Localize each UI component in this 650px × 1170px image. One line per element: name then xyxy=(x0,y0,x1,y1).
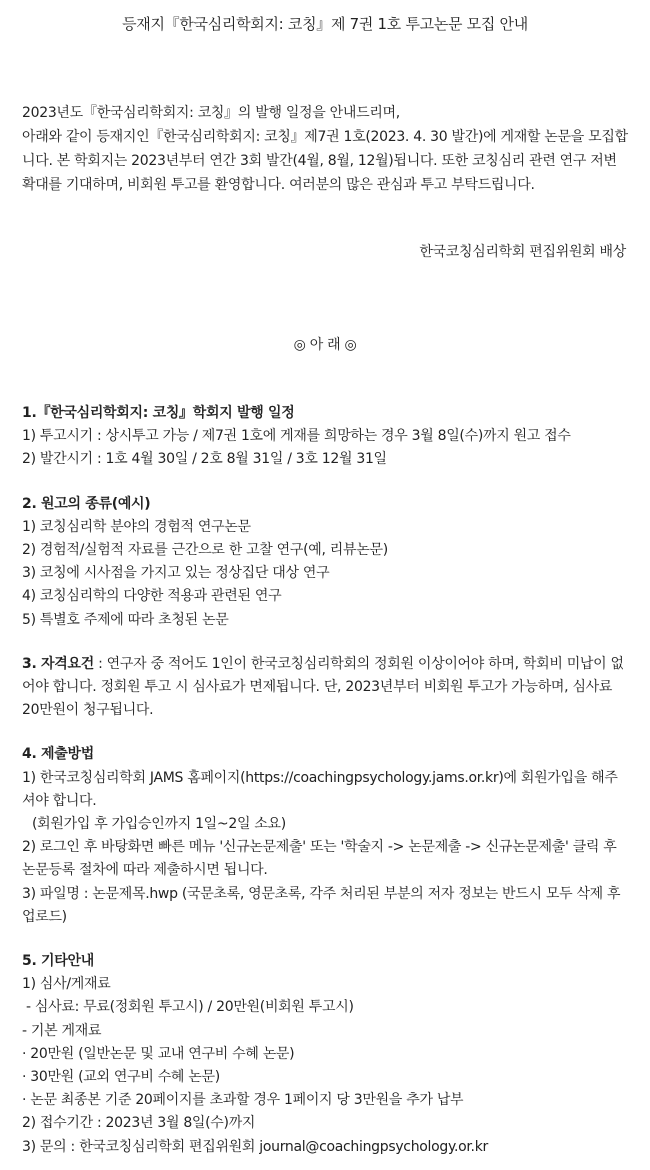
section-manuscript-types xyxy=(22,493,628,632)
intro-paragraph xyxy=(22,101,628,197)
list-item: · 30만원 (교외 연구비 수혜 논문) xyxy=(22,1069,220,1086)
eligibility-paragraph xyxy=(22,653,628,723)
list-item: · 20만원 (일반논문 및 교내 연구비 수혜 논문) xyxy=(22,1045,295,1062)
ara-heading: ◎ 아 래 ◎ xyxy=(293,337,357,353)
section-publication-schedule xyxy=(22,402,628,472)
intro-line-1: 2023년도『한국심리학회지: 코칭』의 발행 일정을 안내드리며, xyxy=(22,105,400,121)
section-submission-method xyxy=(22,743,628,929)
intro-line-2: 아래와 같이 등재지인『한국심리학회지: 코칭』제7권 1호(2023. 4. 30 발간)에 게재할 논문을 모집합니다. 본 학회지는 2023년부터 연간 3회 발간(4월, 8월, 12월)됩니다. 또한 코칭심리 관련 연구 저변 확대를 기대하며, 비회원 투고를 환영합니다. 여러분의 많은 관심과 투고 부탁드립니다. xyxy=(22,129,628,193)
page-title: 등재지『한국심리학회지: 코칭』제 7권 1호 투고논문 모집 안내 xyxy=(122,15,528,33)
list-item-note: (회원가입 후 가입승인까지 1일~2일 소요) xyxy=(32,816,286,833)
section-other-info xyxy=(22,950,628,1159)
list-item: - 기본 게재료 xyxy=(22,1022,102,1039)
list-item: 2) 발간시기 : 1호 4월 30일 / 2호 8월 31일 / 3호 12월 31일 xyxy=(22,451,387,468)
section-1-heading: 1.『한국심리학회지: 코칭』학회지 발행 일정 xyxy=(22,405,295,421)
list-item: 2) 경험적/실험적 자료를 근간으로 한 고찰 연구(예, 리뷰논문) xyxy=(22,542,388,559)
list-item: 2) 접수기간 : 2023년 3월 8일(수)까지 xyxy=(22,1115,256,1132)
section-5-heading: 5. 기타안내 xyxy=(22,953,94,970)
list-item: · 논문 최종본 기준 20페이지를 초과할 경우 1페이지 당 3만원을 추가 납부 xyxy=(22,1092,464,1109)
list-item: 1) 심사/게재료 xyxy=(22,976,111,993)
list-item-sub: - 심사료: 무료(정회원 투고시) / 20만원(비회원 투고시) xyxy=(26,999,354,1016)
list-item: 5) 특별호 주제에 따라 초청된 논문 xyxy=(22,611,229,628)
contact-line: 3) 문의 : 한국코칭심리학회 편집위원회 journal@coachingpsychology.or.kr xyxy=(22,1138,488,1155)
section-eligibility xyxy=(22,653,628,723)
section-2-heading: 2. 원고의 종류(예시) xyxy=(22,495,151,512)
list-item: 4) 코칭심리학의 다양한 적용과 관련된 연구 xyxy=(22,588,282,605)
list-item: 1) 코칭심리학 분야의 경험적 연구논문 xyxy=(22,518,251,535)
section-3-heading: 3. 자격요건 xyxy=(22,655,94,672)
section-4-heading: 4. 제출방법 xyxy=(22,746,94,763)
list-item: 3) 파일명 : 논문제목.hwp (국문초록, 영문초록, 각주 처리된 부분의 저자 정보는 반드시 모두 삭제 후 업로드) xyxy=(22,885,621,925)
list-item: 1) 한국코칭심리학회 JAMS 홈페이지(https://coachingpsychology.jams.or.kr)에 회원가입을 해주셔야 합니다. xyxy=(22,769,618,809)
signature: 한국코칭심리학회 편집위원회 배상 xyxy=(419,244,626,260)
list-item: 1) 투고시기 : 상시투고 가능 / 제7권 1호에 게재를 희망하는 경우 3월 8일(수)까지 원고 접수 xyxy=(22,428,571,445)
list-item: 3) 코칭에 시사점을 가지고 있는 정상집단 대상 연구 xyxy=(22,565,330,582)
eligibility-text: : 연구자 중 적어도 1인이 한국코칭심리학회의 정회원 이상이어야 하며, 학회비 미납이 없어야 합니다. 정회원 투고 시 심사료가 면제됩니다. 단, 2023년부터 비회원 투고가 가능하며, 심사료 20만원이 청구됩니다. xyxy=(22,655,624,719)
list-item: 2) 로그인 후 바탕화면 빠른 메뉴 '신규논문제출' 또는 '학술지 -> 논문제출 -> 신규논문제출' 클릭 후 논문등록 절차에 따라 제출하시면 됩니다. xyxy=(22,839,617,879)
